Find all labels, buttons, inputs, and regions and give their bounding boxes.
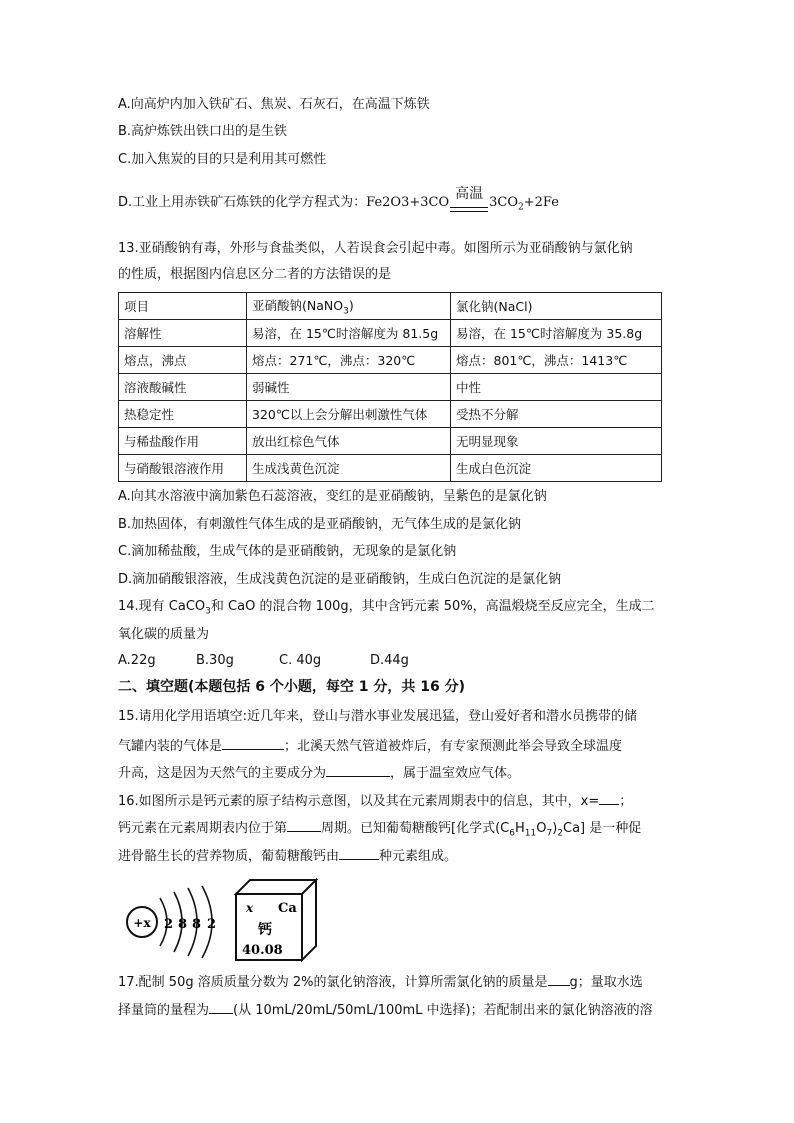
shell-electron-count: 8 [178, 917, 188, 932]
section-title: 二、填空题(本题包括 6 个小题，每空 1 分，共 16 分) [118, 679, 466, 695]
q15-line1: 15.请用化学用语填空:近几年来，登山与潜水事业发展迅猛，登山爱好者和潜水员携带的储 [118, 709, 638, 724]
answer-blank[interactable] [339, 845, 379, 860]
nucleus-charge: +x [133, 916, 151, 930]
q12-option-a: A.向高炉内加入铁矿石、焦炭、石灰石，在高温下炼铁 [118, 97, 430, 112]
element-symbol: Ca [278, 901, 297, 916]
table-cell: 生成浅黄色沉淀 [247, 455, 451, 482]
table-cell: 无明显现象 [451, 428, 662, 455]
condition-label: 高温 [455, 185, 484, 202]
q16-line3: 进骨骼生长的营养物质，葡萄糖酸钙由 种元素组成。 [118, 845, 457, 866]
answer-blank[interactable] [222, 735, 284, 750]
table-header-row [119, 293, 662, 320]
answer-blank[interactable] [326, 762, 390, 777]
table-header-cell: 氯化钠(NaCl) [451, 293, 662, 320]
shell-electron-count: 2 [207, 917, 217, 932]
table-cell: 生成白色沉淀 [451, 455, 662, 482]
q13-option-b: B.加热固体，有刺激性气体生成的是亚硝酸钠，无气体生成的是氯化钠 [118, 517, 522, 532]
answer-blank[interactable] [209, 999, 233, 1014]
table-cell: 320℃以上会分解出刺激性气体 [247, 401, 451, 428]
answer-blank[interactable] [548, 971, 570, 986]
q14-stem-line2: 氧化碳的质量为 [118, 627, 210, 642]
table-row [119, 374, 662, 401]
table-cell: 热稳定性 [119, 401, 247, 428]
periodic-table-cell [232, 876, 322, 964]
table-cell: 溶液酸碱性 [119, 374, 247, 401]
table-row [119, 428, 662, 455]
q14-option-d: D.44g [370, 653, 409, 668]
table-row [119, 455, 662, 482]
table-row [119, 347, 662, 374]
reaction-condition [450, 185, 488, 217]
answer-blank[interactable] [599, 790, 619, 805]
q13-stem-line1: 13.亚硝酸钠有毒，外形与食盐类似，人若误食会引起中毒。如图所示为亚硝酸钠与氯化钠 [118, 241, 633, 256]
table-cell: 放出红棕色气体 [247, 428, 451, 455]
q12-option-b: B.高炉炼铁出铁口出的是生铁 [118, 124, 288, 139]
q13-option-d: D.滴加硝酸银溶液，生成浅黄色沉淀的是亚硝酸钠，生成白色沉淀的是氯化钠 [118, 572, 562, 587]
q12-d-reactants: Fe2O3+3CO [366, 195, 450, 210]
properties-table [118, 292, 662, 482]
q14-option-a: A.22g [118, 653, 156, 668]
atomic-mass: 40.08 [242, 943, 283, 958]
table-row [119, 401, 662, 428]
q13-stem-line2: 的性质，根据图内信息区分二者的方法错误的是 [118, 267, 392, 282]
q12-option-c: C.加入焦炭的目的只是利用其可燃性 [118, 152, 327, 167]
table-cell: 弱碱性 [247, 374, 451, 401]
element-name: 钙 [258, 922, 272, 938]
q14-option-c: C. 40g [279, 653, 322, 668]
table-cell: 熔点：801℃，沸点：1413℃ [451, 347, 662, 374]
q17-line1: 17.配制 50g 溶质质量分数为 2%的氯化钠溶液，计算所需氯化钠的质量是 g；量取水选 [118, 971, 643, 992]
shell-electron-count: 8 [192, 917, 202, 932]
table-header-cell: 亚硝酸钠(NaNO$_3$) [247, 293, 451, 320]
table-cell: 熔点：271℃，沸点：320℃ [247, 347, 451, 374]
box-side-face [302, 880, 316, 960]
q16-line1: 16.如图所示是钙元素的原子结构示意图，以及其在元素周期表中的信息，其中，x= ； [118, 790, 632, 811]
table-cell: 中性 [451, 374, 662, 401]
q15-line3: 升高，这是因为天然气的主要成分为 ，属于温室效应气体。 [118, 762, 520, 783]
q14-option-b: B.30g [196, 653, 234, 668]
table-cell: 熔点，沸点 [119, 347, 247, 374]
atomic-number: x [246, 901, 254, 915]
q12-d-prefix: D.工业上用赤铁矿石炼铁的化学方程式为： [118, 195, 367, 210]
q15-line2: 气罐内装的气体是 ；北溪天然气管道被炸后，有专家预测此举会导致全球温度 [118, 735, 622, 756]
table-cell: 易溶，在 15℃时溶解度为 35.8g [451, 320, 662, 347]
table-cell: 与硝酸银溶液作用 [119, 455, 247, 482]
equals-sign [450, 207, 488, 212]
q16-line2: 钙元素在元素周期表内位于第 周期。已知葡萄糖酸钙[化学式$(C_6H_{11}O_7)_2Ca$] 是一种促 [118, 817, 641, 843]
table-header-cell: 项目 [119, 293, 247, 320]
answer-blank[interactable] [287, 817, 321, 832]
q13-option-a: A.向其水溶液中滴加紫色石蕊溶液，变红的是亚硝酸钠，呈紫色的是氯化钠 [118, 489, 547, 504]
table-row [119, 320, 662, 347]
table-cell: 溶解性 [119, 320, 247, 347]
atomic-structure-diagram [118, 876, 228, 962]
table-cell: 与稀盐酸作用 [119, 428, 247, 455]
q14-stem-line1: 14.现有 CaCO$_3$和 CaO 的混合物 100g，其中含钙元素 50%，高温煅烧至反应完全，生成二 [118, 599, 655, 617]
table-cell: 受热不分解 [451, 401, 662, 428]
table-cell: 易溶，在 15℃时溶解度为 81.5g [247, 320, 451, 347]
shell-electron-count: 2 [164, 917, 174, 932]
q12-d-products: $3CO_2+2Fe$ [489, 195, 559, 213]
q17-line2: 择量筒的量程为 (从 10mL/20mL/50mL/100mL 中选择)；若配制出来的氯化钠溶液的溶 [118, 999, 653, 1020]
q13-option-c: C.滴加稀盐酸，生成气体的是亚硝酸钠，无现象的是氯化钠 [118, 544, 457, 559]
q12-option-d [118, 185, 559, 217]
